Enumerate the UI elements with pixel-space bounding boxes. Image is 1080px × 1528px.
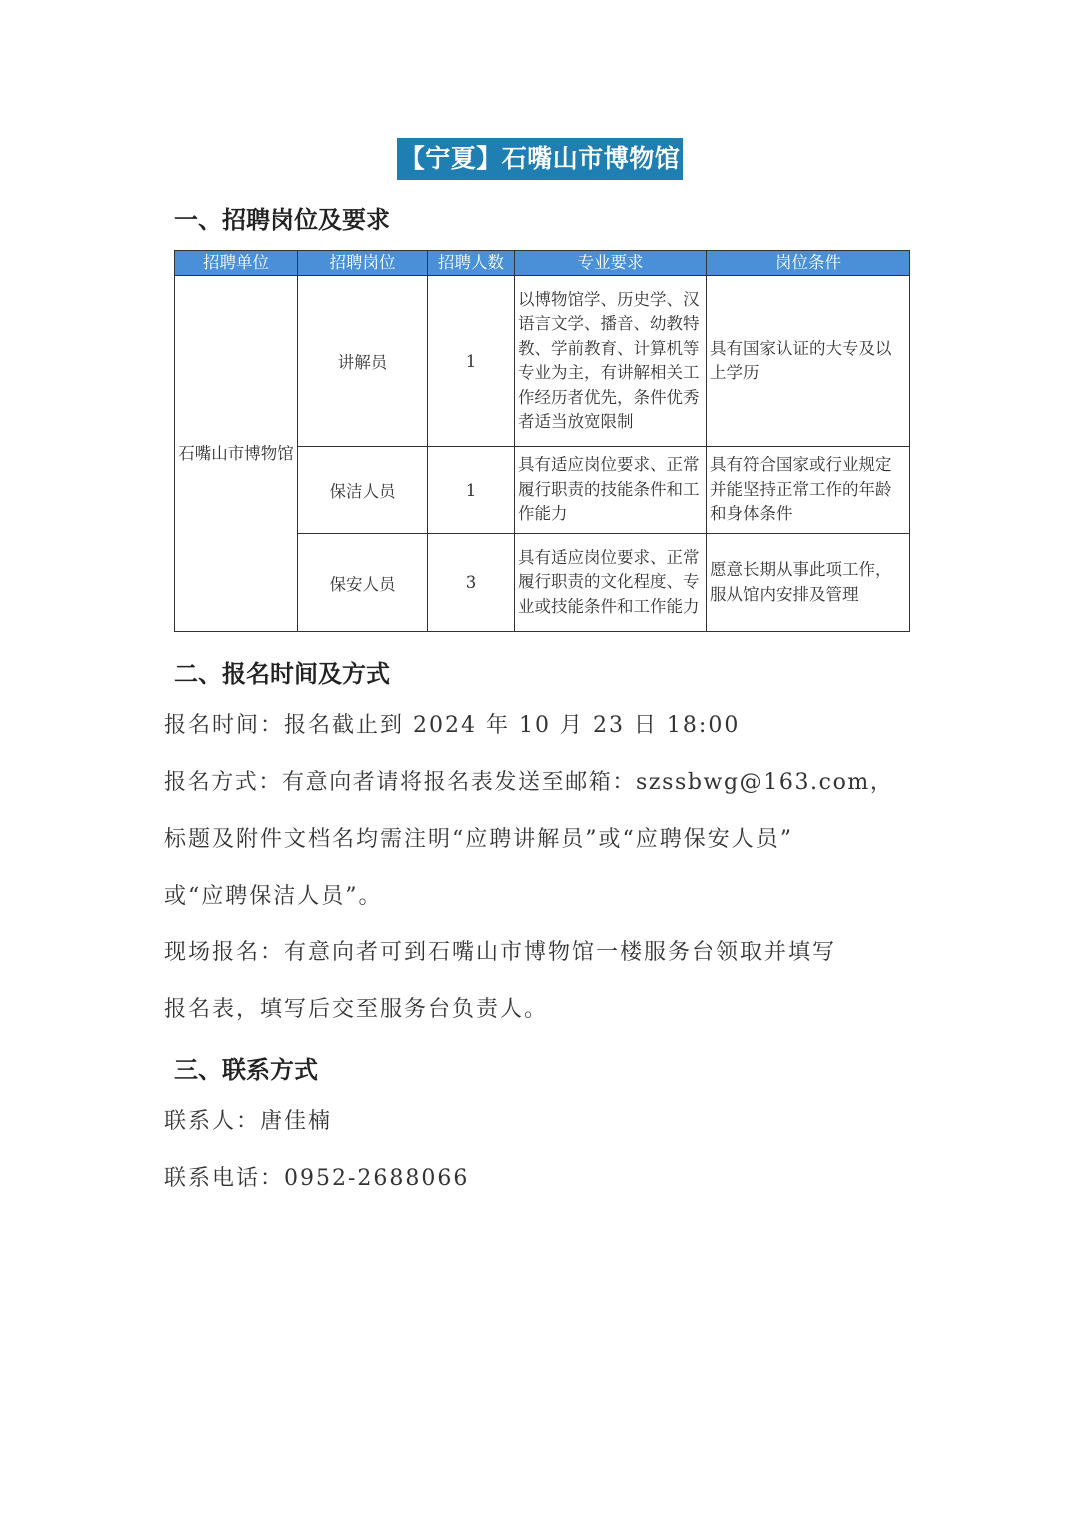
cell-condition: 愿意长期从事此项工作，服从馆内安排及管理 <box>707 534 910 632</box>
registration-time: 报名时间：报名截止到 2024 年 10 月 23 日 18:00 <box>164 713 741 738</box>
cell-condition: 具有国家认证的大专及以上学历 <box>707 276 910 447</box>
onsite-registration: 现场报名：有意向者可到石嘴山市博物馆一楼服务台领取并填写 <box>164 940 837 965</box>
title-container <box>0 138 1080 180</box>
table-header-row <box>175 251 910 276</box>
contact-person: 联系人：唐佳楠 <box>164 1109 333 1134</box>
header-condition: 岗位条件 <box>707 251 910 276</box>
cell-count: 3 <box>428 534 515 632</box>
cell-condition: 具有符合国家或行业规定并能坚持正常工作的年龄和身体条件 <box>707 447 910 534</box>
header-major: 专业要求 <box>515 251 707 276</box>
cell-position: 讲解员 <box>298 276 428 447</box>
header-count: 招聘人数 <box>428 251 515 276</box>
page-title: 【宁夏】石嘴山市博物馆 <box>397 138 684 180</box>
contact-phone: 联系电话：0952-2688066 <box>164 1166 470 1191</box>
table-row <box>175 276 910 447</box>
cell-count: 1 <box>428 276 515 447</box>
cell-count: 1 <box>428 447 515 534</box>
cell-major: 以博物馆学、历史学、汉语言文学、播音、幼教特教、学前教育、计算机等专业为主，有讲解相关工作经历者优先，条件优秀者适当放宽限制 <box>515 276 707 447</box>
registration-method-cont: 标题及附件文档名均需注明“应聘讲解员”或“应聘保安人员” <box>164 827 793 852</box>
header-unit: 招聘单位 <box>175 251 298 276</box>
registration-method-cont: 或“应聘保洁人员”。 <box>164 884 383 909</box>
registration-method: 报名方式：有意向者请将报名表发送至邮箱：szssbwg@163.com， <box>164 770 894 795</box>
cell-major: 具有适应岗位要求、正常履行职责的技能条件和工作能力 <box>515 447 707 534</box>
header-position: 招聘岗位 <box>298 251 428 276</box>
cell-position: 保安人员 <box>298 534 428 632</box>
recruitment-table <box>174 250 910 632</box>
cell-unit: 石嘴山市博物馆 <box>175 276 298 632</box>
section-heading-registration: 二、报名时间及方式 <box>174 660 390 688</box>
cell-position: 保洁人员 <box>298 447 428 534</box>
onsite-registration-cont: 报名表，填写后交至服务台负责人。 <box>164 997 549 1022</box>
cell-major: 具有适应岗位要求、正常履行职责的文化程度、专业或技能条件和工作能力 <box>515 534 707 632</box>
section-heading-contact: 三、联系方式 <box>174 1056 318 1084</box>
section-heading-positions: 一、招聘岗位及要求 <box>174 206 390 234</box>
